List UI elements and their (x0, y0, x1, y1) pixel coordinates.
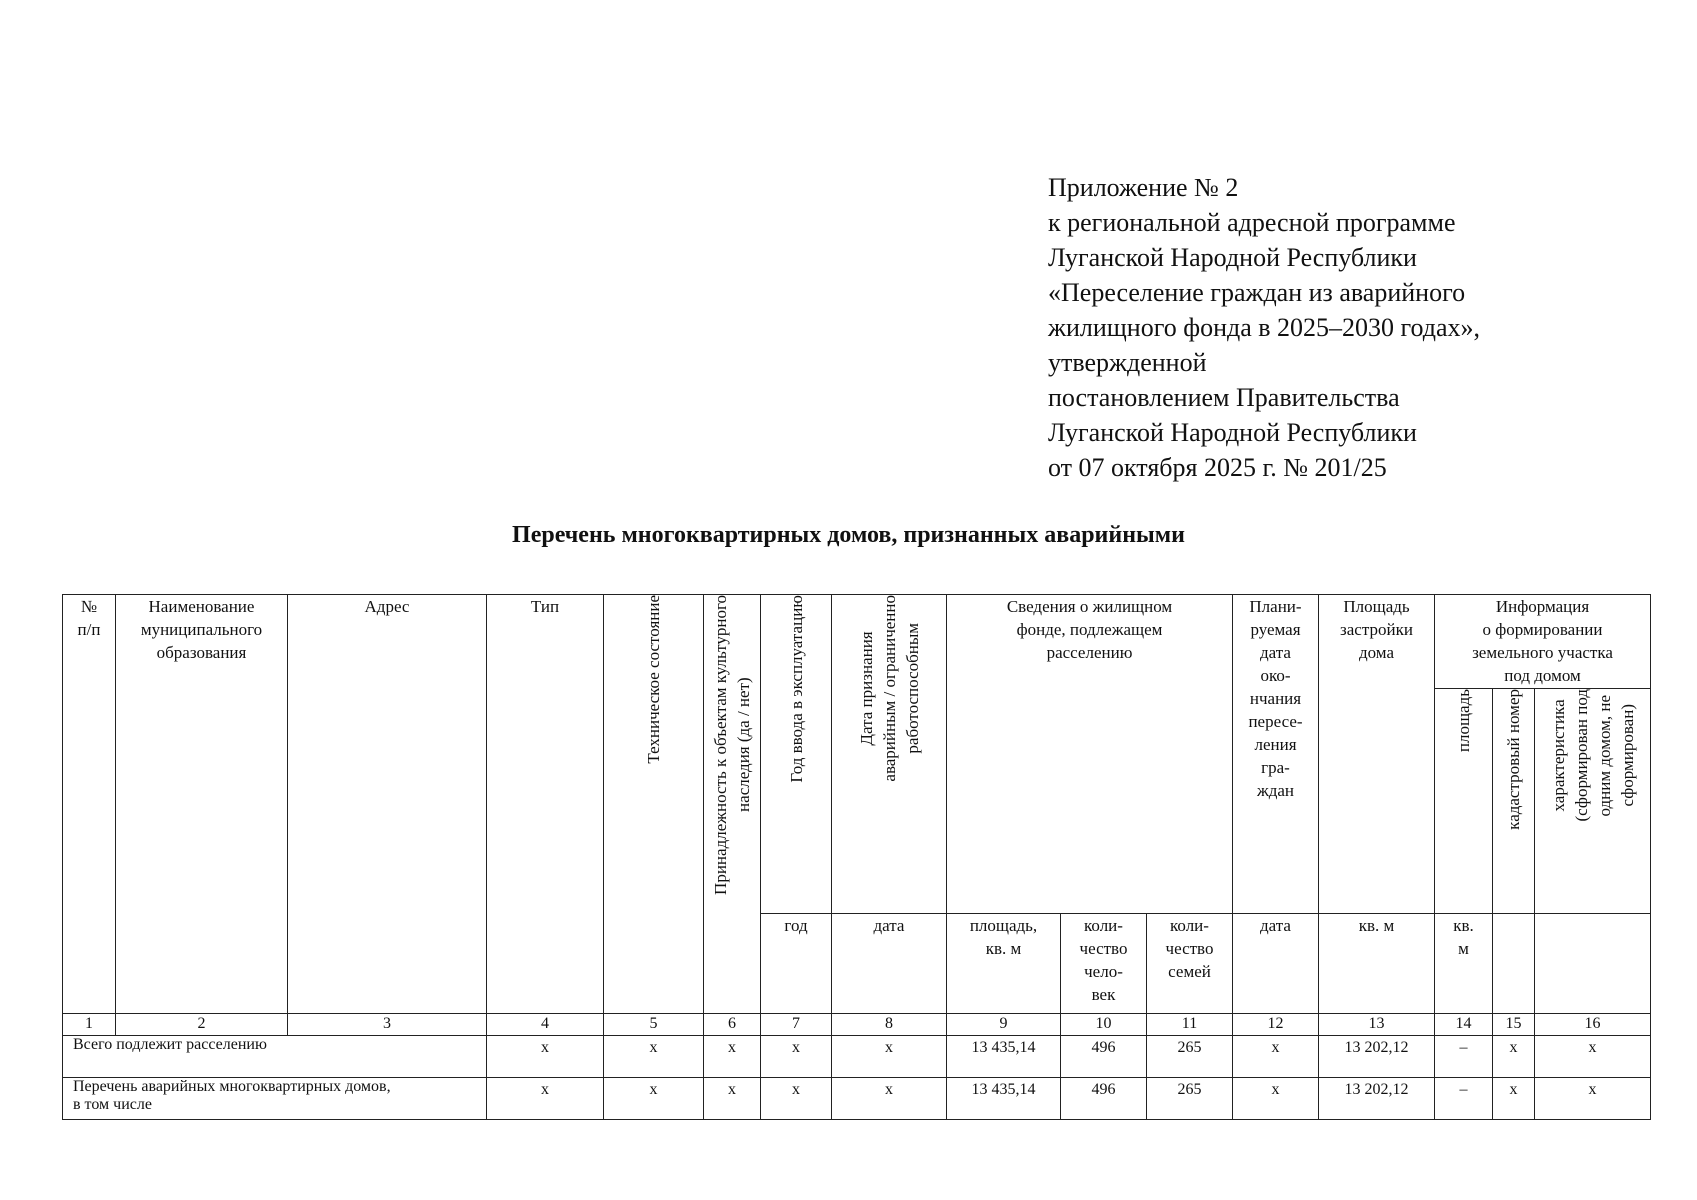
appendix-line: Луганской Народной Республики (1048, 418, 1417, 447)
column-number: 4 (487, 1014, 604, 1036)
table-cell: 13 435,14 (947, 1036, 1061, 1078)
unit-empty (1493, 914, 1535, 1014)
header-housing-group: Сведения о жилищном фонде, подлежащем расселению (947, 595, 1233, 914)
column-number: 3 (288, 1014, 487, 1036)
header-heritage: Принадлежность к объектам культурного наследия (да / нет) (704, 595, 761, 1014)
document-title: Перечень многоквартирных домов, признанных аварийными (512, 522, 1185, 548)
header-land-group: Информация о формировании земельного участка под домом (1435, 595, 1651, 689)
table-cell: x (1493, 1036, 1535, 1078)
table-cell: 13 202,12 (1319, 1036, 1435, 1078)
table-cell: x (704, 1078, 761, 1120)
table-row (63, 1036, 1651, 1078)
column-number: 10 (1061, 1014, 1147, 1036)
header-building-area: Площадь застройки дома (1319, 595, 1435, 914)
table-cell: 496 (1061, 1036, 1147, 1078)
table-cell: x (1535, 1078, 1651, 1120)
unit-people: коли- чество чело- век (1061, 914, 1147, 1014)
header-type: Тип (487, 595, 604, 1014)
table-cell: x (1535, 1036, 1651, 1078)
table-cell: x (487, 1036, 604, 1078)
header-planned-date: Плани- руемая дата око- нчания пересе- ления гра- ждан (1233, 595, 1319, 914)
table-row (63, 1078, 1651, 1120)
header-land-area: площадь (1435, 689, 1493, 914)
column-number: 1 (63, 1014, 116, 1036)
column-number: 12 (1233, 1014, 1319, 1036)
table-cell: – (1435, 1036, 1493, 1078)
appendix-line: жилищного фонда в 2025–2030 годах», (1048, 313, 1481, 342)
appendix-block (1048, 170, 1480, 485)
table-cell: 265 (1147, 1036, 1233, 1078)
unit-year: год (761, 914, 832, 1014)
column-number: 16 (1535, 1014, 1651, 1036)
appendix-line: от 07 октября 2025 г. № 201/25 (1048, 453, 1387, 482)
unit-families: коли- чество семей (1147, 914, 1233, 1014)
table-cell: 13 202,12 (1319, 1078, 1435, 1120)
table-cell: – (1435, 1078, 1493, 1120)
table-cell: x (604, 1036, 704, 1078)
unit-land-sqm: кв. м (1435, 914, 1493, 1014)
table-cell: x (487, 1078, 604, 1120)
appendix-line: утвержденной (1048, 348, 1207, 377)
table-cell: x (604, 1078, 704, 1120)
appendix-line: постановлением Правительства (1048, 383, 1400, 412)
unit-empty (1535, 914, 1651, 1014)
table-cell: 13 435,14 (947, 1078, 1061, 1120)
table-cell: x (832, 1078, 947, 1120)
appendix-line: Приложение № 2 (1048, 173, 1239, 202)
appendix-line: «Переселение граждан из аварийного (1048, 278, 1466, 307)
register-table (62, 594, 1651, 1120)
table-cell: x (704, 1036, 761, 1078)
table-cell: x (1233, 1036, 1319, 1078)
unit-sqm: кв. м (1319, 914, 1435, 1014)
header-year-built: Год ввода в эксплуатацию (761, 595, 832, 914)
header-municipality: Наименование муниципального образования (116, 595, 288, 1014)
column-number: 13 (1319, 1014, 1435, 1036)
column-number: 8 (832, 1014, 947, 1036)
header-land-characteristic: характеристика (сформирован под одним домом, не сформирован) (1535, 689, 1651, 914)
header-emergency-date: Дата признания аварийным / ограниченно работоспособным (832, 595, 947, 914)
appendix-line: Луганской Народной Республики (1048, 243, 1417, 272)
header-technical-state: Техническое состояние (604, 595, 704, 1014)
table-cell: x (832, 1036, 947, 1078)
table-cell: x (761, 1036, 832, 1078)
table-cell: x (761, 1078, 832, 1120)
appendix-line: к региональной адресной программе (1048, 208, 1456, 237)
unit-date: дата (832, 914, 947, 1014)
table-cell: x (1233, 1078, 1319, 1120)
column-number: 7 (761, 1014, 832, 1036)
column-number: 6 (704, 1014, 761, 1036)
column-number: 15 (1493, 1014, 1535, 1036)
column-number: 2 (116, 1014, 288, 1036)
table-cell: 265 (1147, 1078, 1233, 1120)
header-address: Адрес (288, 595, 487, 1014)
unit-planned-date: дата (1233, 914, 1319, 1014)
header-col1: № п/п (63, 595, 116, 1014)
column-number: 14 (1435, 1014, 1493, 1036)
row-label: Всего подлежит расселению (63, 1036, 487, 1078)
unit-area: площадь, кв. м (947, 914, 1061, 1014)
column-number: 5 (604, 1014, 704, 1036)
table-cell: 496 (1061, 1078, 1147, 1120)
column-number: 9 (947, 1014, 1061, 1036)
row-label: Перечень аварийных многоквартирных домов, в том числе (63, 1078, 487, 1120)
header-cadastral: кадастровый номер (1493, 689, 1535, 914)
column-number: 11 (1147, 1014, 1233, 1036)
table-cell: x (1493, 1078, 1535, 1120)
